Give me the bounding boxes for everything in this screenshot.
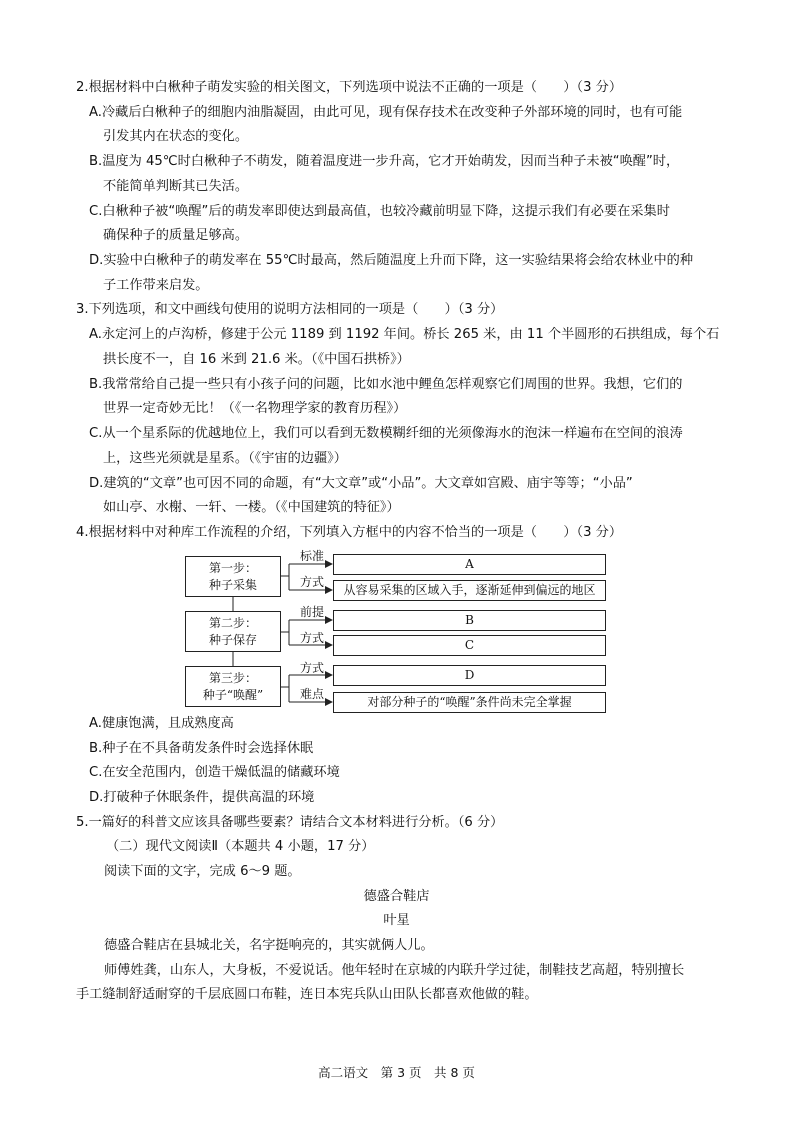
box-difficulty: 对部分种子的“唤醒”条件尚未完全掌握 <box>333 692 606 713</box>
question-2-option-b: B.温度为 45℃时白楸种子不萌发，随着温度进一步升高，它才开始萌发，因而当种子未被“唤醒”时， <box>89 154 680 169</box>
question-2-option-a-cont: 引发其内在状态的变化。 <box>103 129 249 144</box>
box-method-1: 从容易采集的区域入手，逐渐延伸到偏远的地区 <box>333 580 606 601</box>
question-3-option-b: B.我常常给自己提一些只有小孩子问的问题，比如水池中鲤鱼怎样观察它们周围的世界。我想，它们的 <box>89 377 683 392</box>
label-premise: 前提 <box>299 605 324 619</box>
question-2-option-c-cont: 确保种子的质量足够高。 <box>103 228 249 243</box>
question-3-option-a-cont: 拱长度不一，自 16 米到 21.6 米。（《中国石拱桥》） <box>103 352 410 367</box>
section-2-instruction: 阅读下面的文字，完成 6～9 题。 <box>104 864 301 879</box>
label-method-1: 方式 <box>299 575 324 589</box>
question-2-option-d-cont: 子工作带来启发。 <box>103 278 209 293</box>
story-paragraph-2-cont: 手工缝制舒适耐穿的千层底圆口布鞋，连日本宪兵队山田队长都喜欢他做的鞋。 <box>76 987 538 1002</box>
step-1-title: 第一步： <box>208 561 257 575</box>
question-2-option-c: C.白楸种子被“唤醒”后的萌发率即使达到最高值，也较冷藏前明显下降，这提示我们有必要在采集时 <box>89 204 670 219</box>
step-3-title: 第三步： <box>208 671 257 685</box>
question-3-option-b-cont: 世界一定奇妙无比！（《一名物理学家的教育历程》） <box>103 401 407 416</box>
box-d: D <box>333 665 606 686</box>
question-5-stem: 5.一篇好的科普文应该具备哪些要素？请结合文本材料进行分析。（6 分） <box>76 815 504 830</box>
question-3-stem: 3.下列选项，和文中画线句使用的说明方法相同的一项是（ ）（3 分） <box>76 302 504 317</box>
page-footer: 高二语文 第 3 页 共 8 页 <box>318 1065 475 1080</box>
step-3-label: 种子“唤醒” <box>202 688 264 702</box>
question-4-option-b: B.种子在不具备萌发条件时会选择休眠 <box>89 741 314 756</box>
question-3-option-d: D.建筑的“文章”也可因不同的命题，有“大文章”或“小品”。大文章如宫殿、庙宇等等；“小品” <box>89 476 633 491</box>
question-2-option-b-cont: 不能简单判断其已失活。 <box>103 179 249 194</box>
story-title: 德盛合鞋店 <box>363 889 430 904</box>
story-paragraph-1: 德盛合鞋店在县城北关，名字挺响亮的，其实就俩人儿。 <box>104 938 434 953</box>
question-4-option-c: C.在安全范围内，创造干燥低温的储藏环境 <box>89 765 340 780</box>
step-2-box <box>185 611 281 652</box>
section-2-heading: （二）现代文阅读Ⅱ（本题共 4 小题，17 分） <box>106 839 375 854</box>
question-3-option-c: C.从一个星系际的优越地位上，我们可以看到无数模糊纤细的光须像海水的泡沫一样遍布在空间的浪涛 <box>89 426 683 441</box>
question-3-option-a: A.永定河上的卢沟桥，修建于公元 1189 到 1192 年间。桥长 265 米，由 11 个半圆形的石拱组成，每个石 <box>89 327 720 342</box>
box-a: A <box>333 554 606 575</box>
story-paragraph-2: 师傅姓龚，山东人，大身板，不爱说话。他年轻时在京城的内联升学过徒，制鞋技艺高超，特别擅长 <box>104 963 685 978</box>
question-2-option-d: D.实验中白楸种子的萌发率在 55℃时最高，然后随温度上升而下降，这一实验结果将会给农林业中的种 <box>89 253 694 268</box>
story-author: 叶星 <box>383 913 410 928</box>
label-standard: 标准 <box>299 549 324 563</box>
label-difficulty: 难点 <box>299 687 324 701</box>
question-4-stem: 4.根据材料中对种库工作流程的介绍，下列填入方框中的内容不恰当的一项是（ ）（3 分） <box>76 525 623 540</box>
question-4-option-a: A.健康饱满，且成熟度高 <box>89 716 234 731</box>
question-3-option-c-cont: 上，这些光须就是星系。（《宇宙的边疆》） <box>103 451 347 466</box>
box-c: C <box>333 635 606 656</box>
step-2-title: 第二步： <box>208 616 257 630</box>
label-method-2: 方式 <box>299 631 324 645</box>
question-3-option-d-cont: 如山亭、水榭、一轩、一楼。（《中国建筑的特征》） <box>103 500 400 515</box>
seed-bank-flow-diagram <box>180 545 612 715</box>
step-3-box <box>185 666 281 707</box>
question-2-option-a: A.冷藏后白楸种子的细胞内油脂凝固，由此可见，现有保存技术在改变种子外部环境的同时，也有可能 <box>89 105 683 120</box>
label-method-3: 方式 <box>299 661 324 675</box>
question-2-stem: 2.根据材料中白楸种子萌发实验的相关图文，下列选项中说法不正确的一项是（ ）（3 分） <box>76 80 623 95</box>
step-2-label: 种子保存 <box>208 633 257 647</box>
step-1-box <box>185 556 281 597</box>
step-1-label: 种子采集 <box>208 578 257 592</box>
question-4-option-d: D.打破种子休眠条件，提供高温的环境 <box>89 790 315 805</box>
box-b: B <box>333 610 606 631</box>
